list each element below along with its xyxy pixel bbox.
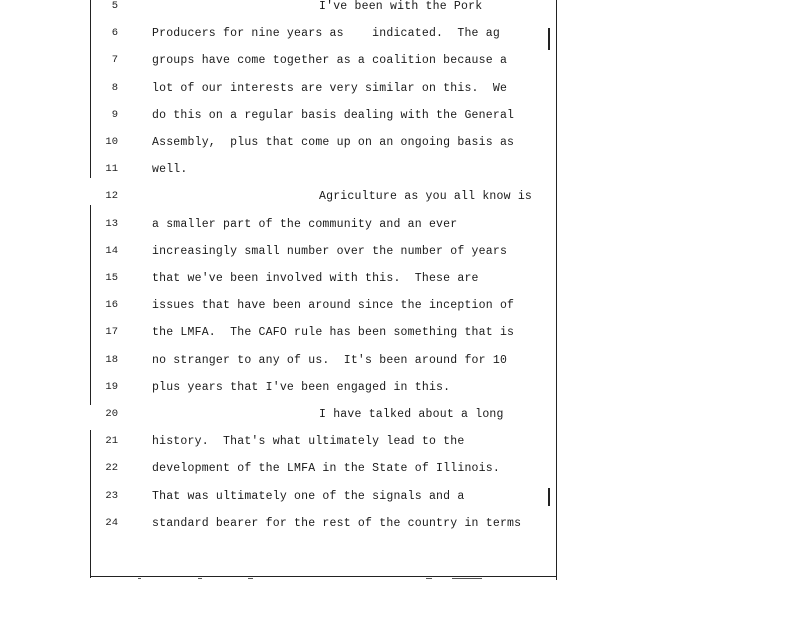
line-text: Assembly, plus that come up on an ongoing basis as xyxy=(152,136,515,149)
line-number: 24 xyxy=(105,516,118,529)
line-text: lot of our interests are very similar on this. We xyxy=(152,81,508,95)
line-number: 7 xyxy=(111,54,118,67)
scan-artifact xyxy=(426,578,432,579)
scan-artifact xyxy=(138,578,141,579)
line-text: standard bearer for the rest of the country in terms xyxy=(152,516,522,530)
line-number: 21 xyxy=(105,435,118,448)
right-margin-rule xyxy=(556,0,557,580)
line-text: Agriculture as you all know is xyxy=(319,190,533,204)
line-number: 23 xyxy=(105,489,118,502)
right-margin-mark xyxy=(548,488,550,506)
line-number: 14 xyxy=(105,244,118,257)
right-margin-mark xyxy=(548,28,550,50)
line-number: 22 xyxy=(105,462,118,475)
line-number: 8 xyxy=(111,81,118,94)
left-margin-rule xyxy=(90,205,91,405)
line-text: that we've been involved with this. These are xyxy=(152,272,479,285)
line-text: no stranger to any of us. It's been around for 10 xyxy=(152,353,508,367)
line-number: 20 xyxy=(105,408,118,420)
left-margin-rule xyxy=(90,0,91,178)
line-text: issues that have been around since the inception of xyxy=(152,299,515,313)
line-text: Producers for nine years as indicated. The ag xyxy=(152,27,500,41)
line-number: 17 xyxy=(105,326,118,339)
scan-artifact xyxy=(248,578,253,579)
line-number: 13 xyxy=(105,217,118,230)
line-text: increasingly small number over the number of years xyxy=(152,244,508,258)
line-text: development of the LMFA in the State of Illinois. xyxy=(152,462,500,476)
line-text: the LMFA. The CAFO rule has been something that is xyxy=(152,326,515,340)
line-number: 9 xyxy=(111,108,118,121)
line-number: 10 xyxy=(105,136,118,148)
line-number: 12 xyxy=(105,190,118,203)
scan-artifact xyxy=(452,578,482,579)
line-text: That was ultimately one of the signals and a xyxy=(152,489,465,503)
bottom-border-rule xyxy=(90,576,557,577)
line-text: well. xyxy=(152,163,188,177)
left-margin-rule xyxy=(90,430,91,578)
line-number: 11 xyxy=(105,163,118,176)
line-number: 19 xyxy=(105,380,118,393)
line-text: a smaller part of the community and an ever xyxy=(152,217,458,231)
line-number: 6 xyxy=(111,27,118,40)
line-number: 15 xyxy=(105,272,118,284)
scan-artifact xyxy=(198,578,202,579)
line-text: I've been with the Pork xyxy=(319,0,483,13)
line-text: history. That's what ultimately lead to the xyxy=(152,435,465,449)
line-text: plus years that I've been engaged in this. xyxy=(152,380,451,394)
line-number: 5 xyxy=(111,0,118,12)
line-text: do this on a regular basis dealing with the General xyxy=(152,108,515,122)
line-text: groups have come together as a coalition because a xyxy=(152,54,508,68)
line-number: 18 xyxy=(105,353,118,366)
line-text: I have talked about a long xyxy=(319,408,504,421)
line-number: 16 xyxy=(105,299,118,312)
